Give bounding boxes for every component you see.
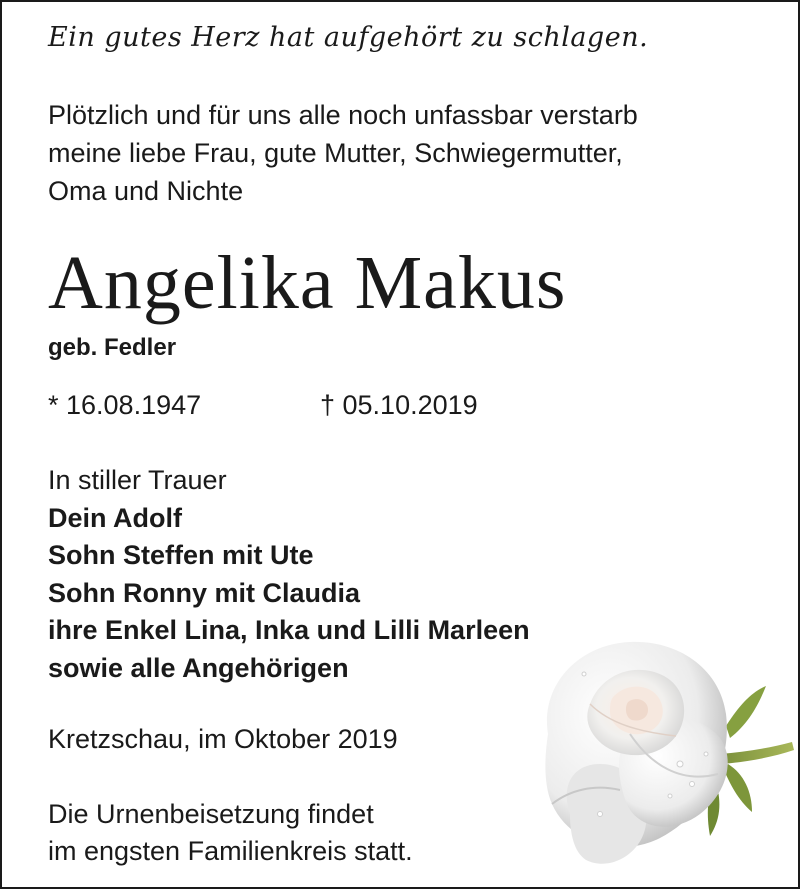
intro-line: meine liebe Frau, gute Mutter, Schwiegermutter, — [48, 138, 623, 168]
intro-line: Oma und Nichte — [48, 176, 244, 206]
note-line: Die Urnenbeisetzung findet — [48, 799, 374, 829]
death-date: † 05.10.2019 — [320, 390, 478, 420]
mourner-line: Sohn Steffen mit Ute — [48, 540, 314, 570]
mourner-line: ihre Enkel Lina, Inka und Lilli Marleen — [48, 615, 530, 645]
life-dates — [48, 390, 478, 421]
place-date: Kretzschau, im Oktober 2019 — [48, 724, 398, 754]
intro-text — [48, 96, 638, 210]
birth-name: geb. Fedler — [48, 334, 177, 361]
intro-line: Plötzlich und für uns alle noch unfassbar verstarb — [48, 100, 638, 130]
deceased-name: Angelika Makus — [48, 241, 567, 325]
burial-note — [48, 796, 413, 870]
white-rose-icon — [530, 614, 796, 886]
mourning-intro: In stiller Trauer — [48, 465, 227, 495]
mourner-line: Dein Adolf — [48, 502, 182, 533]
motto: Ein gutes Herz hat aufgehört zu schlagen. — [48, 22, 649, 53]
mourner-line: sowie alle Angehörigen — [48, 652, 349, 683]
birth-date: * 16.08.1947 — [48, 390, 202, 420]
mourner-line: Sohn Ronny mit Claudia — [48, 577, 361, 608]
note-line: im engsten Familienkreis statt. — [48, 836, 413, 866]
mourners-block — [48, 462, 530, 687]
